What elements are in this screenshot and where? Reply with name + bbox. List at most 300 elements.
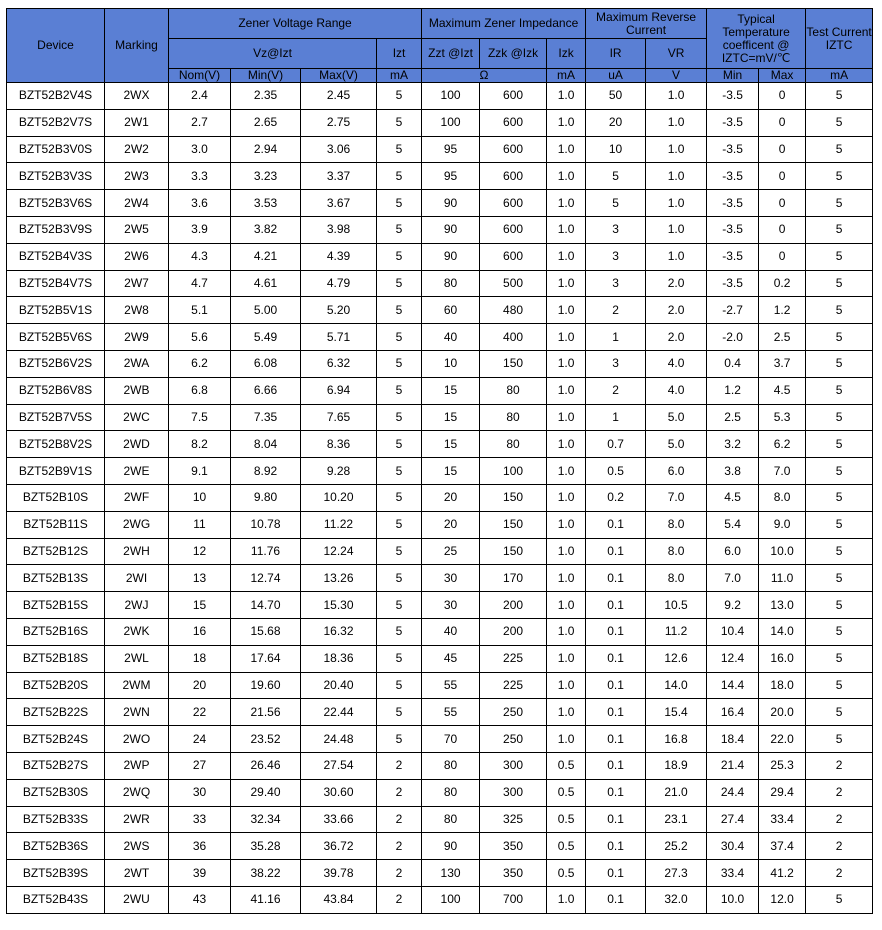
cell-ir: 2 [586,377,646,404]
cell-tc-max: 0 [759,190,806,217]
cell-izt: 5 [377,163,422,190]
cell-vr: 1.0 [646,109,707,136]
cell-zzt: 55 [422,699,480,726]
cell-zzt: 15 [422,404,480,431]
cell-nom-v: 12 [169,538,231,565]
cell-zzk: 150 [480,484,547,511]
cell-min-v: 41.16 [231,886,301,913]
cell-test-current: 2 [806,806,873,833]
cell-tc-min: 14.4 [707,672,759,699]
cell-izt: 5 [377,592,422,619]
cell-device: BZT52B22S [7,699,105,726]
cell-izt: 5 [377,109,422,136]
table-row [7,431,873,458]
cell-izk: 1.0 [547,458,586,485]
cell-zzk: 225 [480,645,547,672]
cell-device: BZT52B36S [7,833,105,860]
header-izk: Izk [547,39,586,69]
cell-vr: 4.0 [646,350,707,377]
cell-max-v: 16.32 [301,618,377,645]
cell-device: BZT52B39S [7,860,105,887]
cell-test-current: 5 [806,190,873,217]
cell-tc-min: 18.4 [707,726,759,753]
cell-ir: 0.1 [586,779,646,806]
cell-marking: 2W9 [105,324,169,351]
cell-max-v: 24.48 [301,726,377,753]
cell-izk: 1.0 [547,377,586,404]
header-temp-coefficient: Typical Temperature coefficent @ IZTC=mV/℃ [707,9,806,69]
cell-izk: 1.0 [547,511,586,538]
cell-max-v: 6.32 [301,350,377,377]
cell-zzk: 600 [480,190,547,217]
cell-tc-min: 16.4 [707,699,759,726]
cell-izk: 1.0 [547,618,586,645]
cell-marking: 2W6 [105,243,169,270]
cell-nom-v: 15 [169,592,231,619]
cell-device: BZT52B12S [7,538,105,565]
table-header [7,9,873,83]
cell-izk: 0.5 [547,833,586,860]
unit-test-current-ma: mA [806,69,873,83]
cell-zzk: 100 [480,458,547,485]
cell-vr: 32.0 [646,886,707,913]
cell-tc-max: 0 [759,243,806,270]
cell-tc-min: 3.2 [707,431,759,458]
cell-izk: 1.0 [547,270,586,297]
cell-max-v: 15.30 [301,592,377,619]
header-zzk: Zzk @Izk [480,39,547,69]
cell-izk: 1.0 [547,136,586,163]
cell-ir: 3 [586,216,646,243]
cell-izt: 2 [377,779,422,806]
cell-ir: 10 [586,136,646,163]
cell-nom-v: 7.5 [169,404,231,431]
cell-marking: 2WA [105,350,169,377]
cell-marking: 2WM [105,672,169,699]
cell-vr: 16.8 [646,726,707,753]
cell-marking: 2WG [105,511,169,538]
cell-test-current: 5 [806,592,873,619]
cell-tc-min: 4.5 [707,484,759,511]
cell-izk: 1.0 [547,484,586,511]
cell-marking: 2WN [105,699,169,726]
header-vz-izt: Vz@Izt [169,39,377,69]
cell-zzt: 30 [422,565,480,592]
cell-zzt: 100 [422,109,480,136]
cell-nom-v: 3.9 [169,216,231,243]
cell-tc-min: 27.4 [707,806,759,833]
cell-tc-min: 21.4 [707,752,759,779]
cell-nom-v: 6.8 [169,377,231,404]
cell-max-v: 27.54 [301,752,377,779]
cell-nom-v: 30 [169,779,231,806]
cell-min-v: 3.82 [231,216,301,243]
cell-vr: 15.4 [646,699,707,726]
table-row [7,243,873,270]
cell-min-v: 2.65 [231,109,301,136]
cell-zzk: 150 [480,350,547,377]
cell-tc-max: 9.0 [759,511,806,538]
cell-tc-min: 3.8 [707,458,759,485]
cell-izt: 5 [377,136,422,163]
cell-zzk: 600 [480,243,547,270]
cell-tc-min: 12.4 [707,645,759,672]
cell-device: BZT52B30S [7,779,105,806]
cell-zzt: 95 [422,136,480,163]
cell-zzt: 40 [422,324,480,351]
cell-ir: 1 [586,404,646,431]
cell-marking: 2W4 [105,190,169,217]
cell-zzt: 10 [422,350,480,377]
cell-izt: 5 [377,484,422,511]
cell-ir: 0.1 [586,806,646,833]
cell-min-v: 7.35 [231,404,301,431]
cell-nom-v: 5.1 [169,297,231,324]
cell-vr: 4.0 [646,377,707,404]
cell-ir: 0.1 [586,860,646,887]
cell-nom-v: 2.4 [169,83,231,110]
cell-marking: 2WU [105,886,169,913]
cell-nom-v: 2.7 [169,109,231,136]
cell-marking: 2WP [105,752,169,779]
cell-tc-min: 10.0 [707,886,759,913]
table-body [7,83,873,914]
cell-izt: 5 [377,511,422,538]
cell-ir: 0.1 [586,672,646,699]
cell-izt: 5 [377,377,422,404]
cell-tc-max: 18.0 [759,672,806,699]
cell-marking: 2WD [105,431,169,458]
cell-tc-max: 33.4 [759,806,806,833]
cell-ir: 0.1 [586,592,646,619]
cell-izt: 5 [377,538,422,565]
cell-vr: 21.0 [646,779,707,806]
cell-zzk: 170 [480,565,547,592]
unit-izk-ma: mA [547,69,586,83]
cell-tc-max: 20.0 [759,699,806,726]
cell-marking: 2WR [105,806,169,833]
cell-max-v: 18.36 [301,645,377,672]
cell-zzk: 600 [480,83,547,110]
cell-zzt: 100 [422,886,480,913]
cell-zzk: 600 [480,109,547,136]
cell-max-v: 4.79 [301,270,377,297]
cell-min-v: 21.56 [231,699,301,726]
cell-test-current: 5 [806,404,873,431]
table-row [7,565,873,592]
cell-izt: 5 [377,350,422,377]
cell-zzk: 480 [480,297,547,324]
cell-zzt: 30 [422,592,480,619]
cell-test-current: 5 [806,726,873,753]
table-row [7,672,873,699]
cell-zzk: 300 [480,779,547,806]
cell-min-v: 11.76 [231,538,301,565]
cell-ir: 50 [586,83,646,110]
cell-tc-max: 12.0 [759,886,806,913]
cell-max-v: 4.39 [301,243,377,270]
cell-tc-max: 25.3 [759,752,806,779]
cell-test-current: 5 [806,645,873,672]
cell-nom-v: 4.7 [169,270,231,297]
cell-izt: 5 [377,83,422,110]
cell-ir: 0.5 [586,458,646,485]
cell-nom-v: 16 [169,618,231,645]
cell-zzt: 80 [422,779,480,806]
table-row [7,726,873,753]
table-row [7,109,873,136]
cell-min-v: 12.74 [231,565,301,592]
cell-device: BZT52B27S [7,752,105,779]
cell-zzk: 350 [480,860,547,887]
cell-marking: 2W7 [105,270,169,297]
cell-izk: 1.0 [547,297,586,324]
cell-min-v: 26.46 [231,752,301,779]
cell-tc-min: 33.4 [707,860,759,887]
table-row [7,136,873,163]
cell-marking: 2WX [105,83,169,110]
cell-zzk: 250 [480,726,547,753]
cell-vr: 23.1 [646,806,707,833]
cell-izk: 1.0 [547,538,586,565]
cell-test-current: 5 [806,672,873,699]
cell-min-v: 8.04 [231,431,301,458]
cell-max-v: 5.20 [301,297,377,324]
cell-izk: 0.5 [547,806,586,833]
cell-izk: 1.0 [547,431,586,458]
cell-device: BZT52B16S [7,618,105,645]
cell-izt: 2 [377,833,422,860]
cell-max-v: 22.44 [301,699,377,726]
cell-test-current: 5 [806,324,873,351]
cell-marking: 2WE [105,458,169,485]
cell-test-current: 5 [806,699,873,726]
cell-ir: 0.1 [586,538,646,565]
cell-min-v: 8.92 [231,458,301,485]
cell-nom-v: 43 [169,886,231,913]
cell-max-v: 3.67 [301,190,377,217]
cell-zzt: 60 [422,297,480,324]
cell-device: BZT52B13S [7,565,105,592]
cell-vr: 1.0 [646,190,707,217]
cell-izt: 5 [377,431,422,458]
cell-max-v: 43.84 [301,886,377,913]
cell-max-v: 9.28 [301,458,377,485]
cell-tc-min: 1.2 [707,377,759,404]
cell-marking: 2WI [105,565,169,592]
cell-min-v: 2.94 [231,136,301,163]
cell-vr: 27.3 [646,860,707,887]
cell-zzt: 90 [422,190,480,217]
cell-min-v: 4.61 [231,270,301,297]
cell-zzk: 350 [480,833,547,860]
cell-ir: 3 [586,270,646,297]
cell-max-v: 36.72 [301,833,377,860]
cell-device: BZT52B3V6S [7,190,105,217]
cell-nom-v: 6.2 [169,350,231,377]
cell-vr: 1.0 [646,243,707,270]
cell-ir: 1 [586,324,646,351]
cell-izk: 1.0 [547,324,586,351]
cell-zzt: 20 [422,484,480,511]
cell-min-v: 10.78 [231,511,301,538]
header-izt: Izt [377,39,422,69]
cell-nom-v: 18 [169,645,231,672]
cell-zzt: 15 [422,458,480,485]
cell-test-current: 5 [806,458,873,485]
cell-nom-v: 13 [169,565,231,592]
table-row [7,216,873,243]
cell-device: BZT52B24S [7,726,105,753]
cell-tc-max: 0 [759,216,806,243]
cell-izk: 1.0 [547,350,586,377]
cell-nom-v: 4.3 [169,243,231,270]
cell-izt: 5 [377,645,422,672]
cell-tc-min: -3.5 [707,109,759,136]
cell-tc-max: 3.7 [759,350,806,377]
cell-vr: 1.0 [646,216,707,243]
cell-test-current: 5 [806,163,873,190]
cell-test-current: 5 [806,350,873,377]
cell-vr: 8.0 [646,565,707,592]
cell-device: BZT52B7V5S [7,404,105,431]
cell-tc-max: 6.2 [759,431,806,458]
cell-izk: 1.0 [547,190,586,217]
cell-device: BZT52B4V7S [7,270,105,297]
header-max-zener-impedance: Maximum Zener Impedance [422,9,586,39]
cell-test-current: 2 [806,860,873,887]
cell-vr: 2.0 [646,297,707,324]
cell-nom-v: 5.6 [169,324,231,351]
cell-zzk: 150 [480,538,547,565]
cell-zzk: 225 [480,672,547,699]
header-marking: Marking [105,9,169,83]
cell-zzt: 15 [422,377,480,404]
cell-test-current: 5 [806,216,873,243]
cell-vr: 25.2 [646,833,707,860]
table-row [7,297,873,324]
cell-izt: 5 [377,190,422,217]
cell-min-v: 19.60 [231,672,301,699]
cell-marking: 2W1 [105,109,169,136]
cell-vr: 2.0 [646,270,707,297]
cell-device: BZT52B15S [7,592,105,619]
cell-zzk: 600 [480,216,547,243]
cell-vr: 6.0 [646,458,707,485]
cell-zzt: 70 [422,726,480,753]
cell-nom-v: 3.3 [169,163,231,190]
cell-zzt: 25 [422,538,480,565]
cell-zzk: 600 [480,136,547,163]
cell-max-v: 5.71 [301,324,377,351]
cell-tc-max: 4.5 [759,377,806,404]
cell-min-v: 9.80 [231,484,301,511]
cell-vr: 10.5 [646,592,707,619]
cell-marking: 2WL [105,645,169,672]
cell-zzk: 700 [480,886,547,913]
cell-tc-min: 5.4 [707,511,759,538]
cell-max-v: 13.26 [301,565,377,592]
cell-zzt: 45 [422,645,480,672]
cell-device: BZT52B5V6S [7,324,105,351]
cell-zzt: 80 [422,270,480,297]
cell-zzt: 80 [422,752,480,779]
cell-test-current: 2 [806,752,873,779]
cell-vr: 2.0 [646,324,707,351]
cell-ir: 0.1 [586,618,646,645]
cell-izt: 5 [377,297,422,324]
cell-device: BZT52B5V1S [7,297,105,324]
cell-marking: 2WH [105,538,169,565]
header-device: Device [7,9,105,83]
unit-nom: Nom(V) [169,69,231,83]
cell-tc-max: 10.0 [759,538,806,565]
cell-device: BZT52B2V4S [7,83,105,110]
cell-vr: 18.9 [646,752,707,779]
cell-izt: 2 [377,860,422,887]
cell-test-current: 5 [806,243,873,270]
cell-max-v: 2.45 [301,83,377,110]
cell-izt: 5 [377,270,422,297]
cell-tc-min: 30.4 [707,833,759,860]
table-row [7,779,873,806]
cell-tc-min: 7.0 [707,565,759,592]
cell-max-v: 11.22 [301,511,377,538]
table-row [7,538,873,565]
cell-device: BZT52B18S [7,645,105,672]
cell-tc-max: 0 [759,109,806,136]
cell-zzt: 90 [422,243,480,270]
cell-max-v: 6.94 [301,377,377,404]
cell-zzk: 80 [480,404,547,431]
spec-table-container [6,8,873,914]
cell-zzk: 80 [480,377,547,404]
cell-max-v: 20.40 [301,672,377,699]
cell-ir: 3 [586,350,646,377]
cell-zzk: 325 [480,806,547,833]
table-row [7,806,873,833]
cell-device: BZT52B9V1S [7,458,105,485]
cell-ir: 0.1 [586,726,646,753]
cell-test-current: 5 [806,431,873,458]
cell-device: BZT52B3V0S [7,136,105,163]
cell-izt: 5 [377,699,422,726]
cell-nom-v: 33 [169,806,231,833]
table-row [7,190,873,217]
cell-test-current: 5 [806,511,873,538]
header-ir: IR [586,39,646,69]
table-row [7,592,873,619]
cell-izk: 1.0 [547,163,586,190]
cell-nom-v: 3.0 [169,136,231,163]
cell-min-v: 5.00 [231,297,301,324]
cell-marking: 2WQ [105,779,169,806]
header-max-reverse-current: Maximum Reverse Current [586,9,707,39]
cell-max-v: 3.37 [301,163,377,190]
cell-vr: 5.0 [646,431,707,458]
cell-vr: 1.0 [646,83,707,110]
cell-zzt: 40 [422,618,480,645]
cell-max-v: 2.75 [301,109,377,136]
cell-tc-max: 0 [759,83,806,110]
cell-marking: 2WO [105,726,169,753]
cell-test-current: 5 [806,377,873,404]
table-row [7,324,873,351]
cell-device: BZT52B43S [7,886,105,913]
cell-min-v: 4.21 [231,243,301,270]
cell-vr: 12.6 [646,645,707,672]
cell-tc-max: 8.0 [759,484,806,511]
